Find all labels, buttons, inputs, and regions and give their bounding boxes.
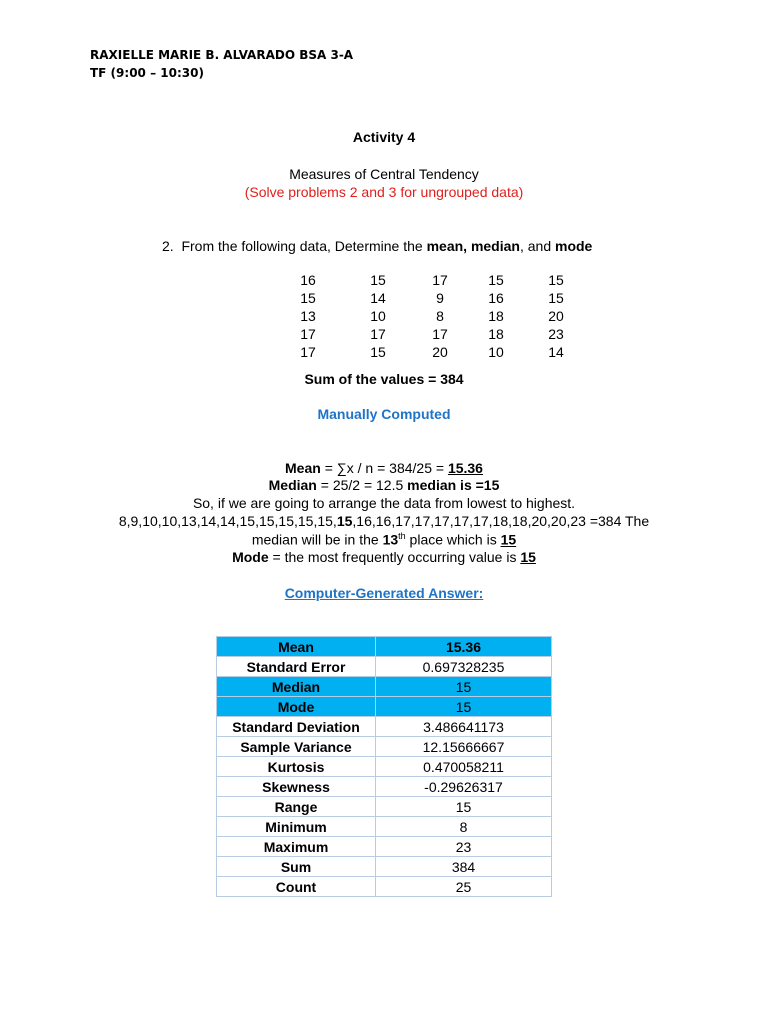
stat-label: Skewness xyxy=(217,777,376,797)
stats-row xyxy=(217,677,552,697)
stat-label: Sample Variance xyxy=(217,737,376,757)
mean-value: 15.36 xyxy=(447,460,483,476)
data-cell: 15 xyxy=(370,272,386,288)
data-cell: 16 xyxy=(300,272,316,288)
stat-label: Sum xyxy=(217,857,376,877)
data-cell: 15 xyxy=(548,290,564,306)
data-cell: 13 xyxy=(300,308,316,324)
statistics-table xyxy=(216,636,552,897)
data-cell: 15 xyxy=(548,272,564,288)
problem-number: 2. xyxy=(162,238,174,254)
stat-value: 384 xyxy=(376,857,552,877)
data-cell: 16 xyxy=(488,290,504,306)
stats-row xyxy=(217,797,552,817)
median-place-number: 13 xyxy=(382,531,399,548)
stat-value: 15.36 xyxy=(376,637,552,657)
stats-row xyxy=(217,817,552,837)
data-cell: 10 xyxy=(488,344,504,360)
mode-expression: = the most frequently occurring value is xyxy=(268,549,521,565)
stat-value: 0.470058211 xyxy=(376,757,552,777)
problem-kw-mean-median: mean, median xyxy=(426,238,520,254)
mean-line xyxy=(0,460,768,476)
stats-row xyxy=(217,657,552,677)
stats-row xyxy=(217,877,552,897)
instruction-note: (Solve problems 2 and 3 for ungrouped data) xyxy=(244,184,524,200)
median-place-prefix: median will be in the xyxy=(251,531,383,548)
data-row xyxy=(290,326,590,344)
median-place-value: 15 xyxy=(500,531,517,548)
data-cell: 17 xyxy=(300,326,316,342)
data-cell: 15 xyxy=(488,272,504,288)
stats-row xyxy=(217,737,552,757)
data-cell: 20 xyxy=(548,308,564,324)
mode-line xyxy=(0,549,768,565)
median-place-mid: place which is xyxy=(405,531,501,548)
data-row xyxy=(290,272,590,290)
stat-label: Kurtosis xyxy=(217,757,376,777)
median-expression: = 25/2 = 12.5 xyxy=(316,477,408,493)
stat-value: -0.29626317 xyxy=(376,777,552,797)
median-result: median is =15 xyxy=(407,477,500,493)
data-cell: 17 xyxy=(432,326,448,342)
median-line xyxy=(0,477,768,493)
stat-label: Standard Error xyxy=(217,657,376,677)
stats-row xyxy=(217,637,552,657)
stat-value: 3.486641173 xyxy=(376,717,552,737)
stats-row xyxy=(217,757,552,777)
stat-label: Range xyxy=(217,797,376,817)
data-cell: 9 xyxy=(436,290,444,306)
problem-prefix: From the following data, Determine the xyxy=(181,238,427,254)
arrange-line: So, if we are going to arrange the data from lowest to highest. xyxy=(192,495,576,511)
computer-heading xyxy=(0,585,768,601)
stat-label: Maximum xyxy=(217,837,376,857)
mode-value: 15 xyxy=(520,549,536,565)
stat-value: 0.697328235 xyxy=(376,657,552,677)
mean-expression: = ∑x / n = 384/25 = xyxy=(320,460,448,476)
stat-label: Standard Deviation xyxy=(217,717,376,737)
data-cell: 8 xyxy=(436,308,444,324)
data-cell: 14 xyxy=(548,344,564,360)
problem-kw-mode: mode xyxy=(555,238,593,254)
class-schedule: TF (9:00 – 10:30) xyxy=(90,66,204,80)
data-cell: 18 xyxy=(488,326,504,342)
data-cell: 17 xyxy=(370,326,386,342)
data-cell: 10 xyxy=(370,308,386,324)
mode-label: Mode xyxy=(232,549,269,565)
data-row xyxy=(290,344,590,362)
data-row xyxy=(290,308,590,326)
stats-row xyxy=(217,857,552,877)
sum-of-values: Sum of the values = 384 xyxy=(304,371,464,387)
activity-title: Activity 4 xyxy=(352,129,416,145)
stat-value: 15 xyxy=(376,797,552,817)
stat-label: Mode xyxy=(217,697,376,717)
data-cell: 14 xyxy=(370,290,386,306)
student-name: RAXIELLE MARIE B. ALVARADO BSA 3-A xyxy=(90,48,354,62)
median-label: Median xyxy=(268,477,317,493)
data-cell: 18 xyxy=(488,308,504,324)
data-cell: 15 xyxy=(300,290,316,306)
stats-row xyxy=(217,837,552,857)
median-place-line xyxy=(0,531,768,548)
data-cell: 17 xyxy=(432,272,448,288)
stats-row xyxy=(217,697,552,717)
mean-label: Mean xyxy=(285,460,321,476)
data-grid xyxy=(290,272,590,362)
stats-row xyxy=(217,717,552,737)
computer-heading-text: Computer-Generated Answer: xyxy=(284,585,484,601)
stat-value: 8 xyxy=(376,817,552,837)
stat-label: Mean xyxy=(217,637,376,657)
problem-mid: , and xyxy=(519,238,555,254)
stat-value: 15 xyxy=(376,677,552,697)
manual-heading: Manually Computed xyxy=(317,406,451,422)
sorted-values-line xyxy=(0,513,768,529)
stat-label: Count xyxy=(217,877,376,897)
data-cell: 20 xyxy=(432,344,448,360)
stat-value: 23 xyxy=(376,837,552,857)
sorted-median: 15 xyxy=(336,513,353,529)
sorted-suffix: ,16,16,17,17,17,17,17,18,18,20,20,23 =384 The xyxy=(352,513,650,529)
stat-value: 12.15666667 xyxy=(376,737,552,757)
problem-statement xyxy=(162,238,592,254)
stat-label: Median xyxy=(217,677,376,697)
stat-value: 25 xyxy=(376,877,552,897)
sorted-prefix: 8,9,10,10,13,14,14,15,15,15,15,15, xyxy=(118,513,337,529)
stats-row xyxy=(217,777,552,797)
median-place-suffix: th xyxy=(398,531,406,541)
subtitle: Measures of Central Tendency xyxy=(289,166,479,182)
stat-label: Minimum xyxy=(217,817,376,837)
data-cell: 17 xyxy=(300,344,316,360)
data-row xyxy=(290,290,590,308)
data-cell: 15 xyxy=(370,344,386,360)
stat-value: 15 xyxy=(376,697,552,717)
data-cell: 23 xyxy=(548,326,564,342)
